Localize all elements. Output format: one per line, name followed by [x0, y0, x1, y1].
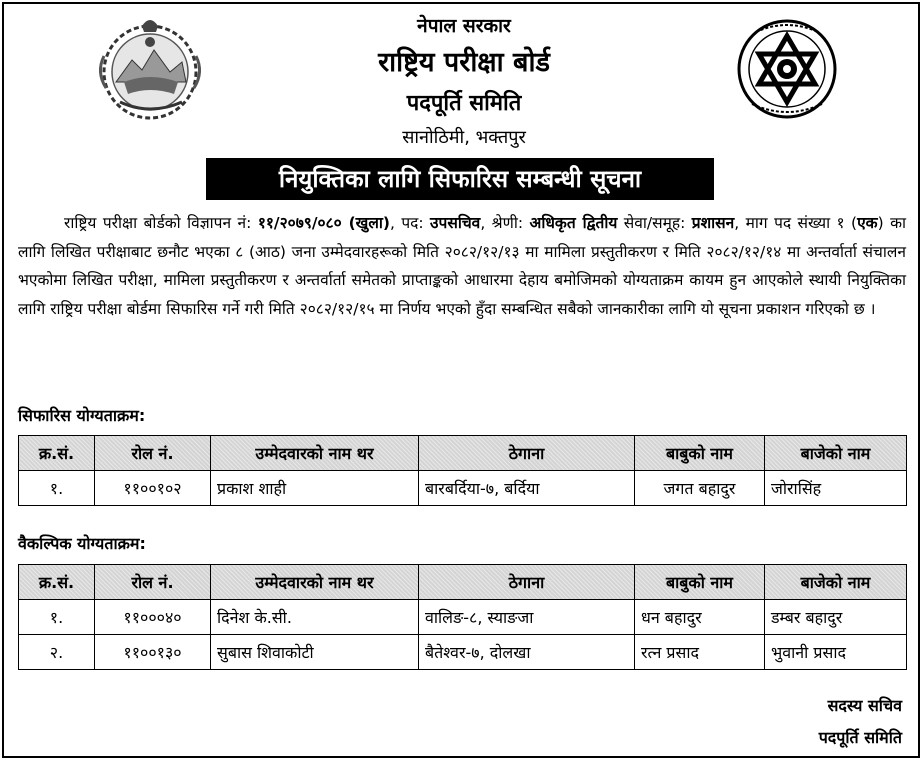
alternate-table: [18, 564, 907, 670]
body-text-6: ) का लागि लिखित परीक्षाबाट छनौट भएका ८ (आठ) जना उम्मेदवारहरूको मिति २०८२/१२/१३ मा मामिला प्रस्तुतीकरण र मिति २०८२/१२/१४ मा अन्तर्वार्ता संचालन भएकोमा लिखित परीक्षा, मामिला प्रस्तुतीकरण र अन्तर्वार्ता समेतको प्राप्ताङ्कको आधारमा देहाय बमोजिमको योग्यताक्रम कायम हुन आएकोले स्थायी नियुक्तिका लागि राष्ट्रिय परीक्षा बोर्डमा सिफारिस गर्ने गरी मिति २०८२/१२/१५ मा निर्णय भएको हुँदा सम्बन्धित सबैको जानकारीका लागि यो सूचना प्रकाशन गरिएको छ ।: [18, 214, 906, 318]
body-text-2: , पद:: [389, 214, 431, 232]
column-header: उम्मेदवारको नाम थर: [211, 565, 419, 600]
table-cell: १.: [19, 471, 95, 506]
government-name: नेपाल सरकार: [417, 15, 511, 37]
table-cell: रत्न प्रसाद: [635, 635, 765, 670]
column-header: क्र.सं.: [19, 565, 95, 600]
address: सानोठिमी, भक्तपुर: [402, 127, 526, 148]
table-cell: २.: [19, 635, 95, 670]
column-header: रोल नं.: [95, 565, 211, 600]
notice-title: नियुक्तिका लागि सिफारिस सम्बन्धी सूचना: [206, 158, 714, 200]
notice-body: [18, 209, 906, 323]
column-header: ठेगाना: [419, 436, 635, 471]
table-cell: बारबर्दिया-७, बर्दिया: [419, 471, 635, 506]
signature-role: सदस्य सचिव: [827, 696, 902, 715]
recommended-table: [18, 435, 907, 506]
table-cell: दिनेश के.सी.: [211, 600, 419, 635]
column-header: उम्मेदवारको नाम थर: [211, 436, 419, 471]
table-cell: ११००१३०: [95, 635, 211, 670]
recommended-title: सिफारिस योग्यताक्रम:: [18, 406, 146, 425]
post-name: उपसचिव: [430, 214, 481, 232]
notice-page: [2, 2, 920, 758]
column-header: बाबुको नाम: [635, 436, 765, 471]
vacancy-count: एक: [857, 214, 878, 232]
nepal-emblem-icon: [90, 16, 210, 122]
table-cell: जगत बहादुर: [635, 471, 765, 506]
board-name: राष्ट्रिय परीक्षा बोर्ड: [378, 47, 550, 78]
class-name: अधिकृत द्वितीय: [529, 214, 618, 232]
table-row: [19, 635, 907, 670]
alternate-title: वैकल्पिक योग्यताक्रम:: [18, 534, 146, 553]
column-header: बाजेको नाम: [765, 565, 907, 600]
table-cell: जोरासिंह: [765, 471, 907, 506]
table-cell: डम्बर बहादुर: [765, 600, 907, 635]
table-header-row: [19, 436, 907, 471]
column-header: रोल नं.: [95, 436, 211, 471]
table-cell: धन बहादुर: [635, 600, 765, 635]
table-row: [19, 471, 907, 506]
body-text-1: राष्ट्रिय परीक्षा बोर्डको विज्ञापन नं:: [64, 214, 258, 232]
table-cell: प्रकाश शाही: [211, 471, 419, 506]
advertisement-number: ११/२०७९/०८० (खुला): [257, 214, 390, 232]
table-cell: १.: [19, 600, 95, 635]
table-cell: सुबास शिवाकोटी: [211, 635, 419, 670]
table-cell: वालिङ-८, स्याङजा: [419, 600, 635, 635]
table-cell: भुवानी प्रसाद: [765, 635, 907, 670]
table-row: [19, 600, 907, 635]
body-text-5: , माग पद संख्या १ (: [734, 214, 858, 232]
column-header: क्र.सं.: [19, 436, 95, 471]
table-header-row: [19, 565, 907, 600]
column-header: बाजेको नाम: [765, 436, 907, 471]
body-text-3: , श्रेणी:: [480, 214, 530, 232]
column-header: ठेगाना: [419, 565, 635, 600]
committee-name: पदपूर्ति समिति: [406, 91, 522, 116]
board-seal-icon: [732, 16, 842, 122]
body-text-4: सेवा/समूह:: [617, 214, 692, 232]
table-cell: बैतेश्वर-७, दोलखा: [419, 635, 635, 670]
table-cell: ११००१०२: [95, 471, 211, 506]
service-name: प्रशासन: [691, 214, 735, 232]
signature-committee: पदपूर्ति समिति: [818, 728, 902, 747]
table-cell: ११०००४०: [95, 600, 211, 635]
column-header: बाबुको नाम: [635, 565, 765, 600]
